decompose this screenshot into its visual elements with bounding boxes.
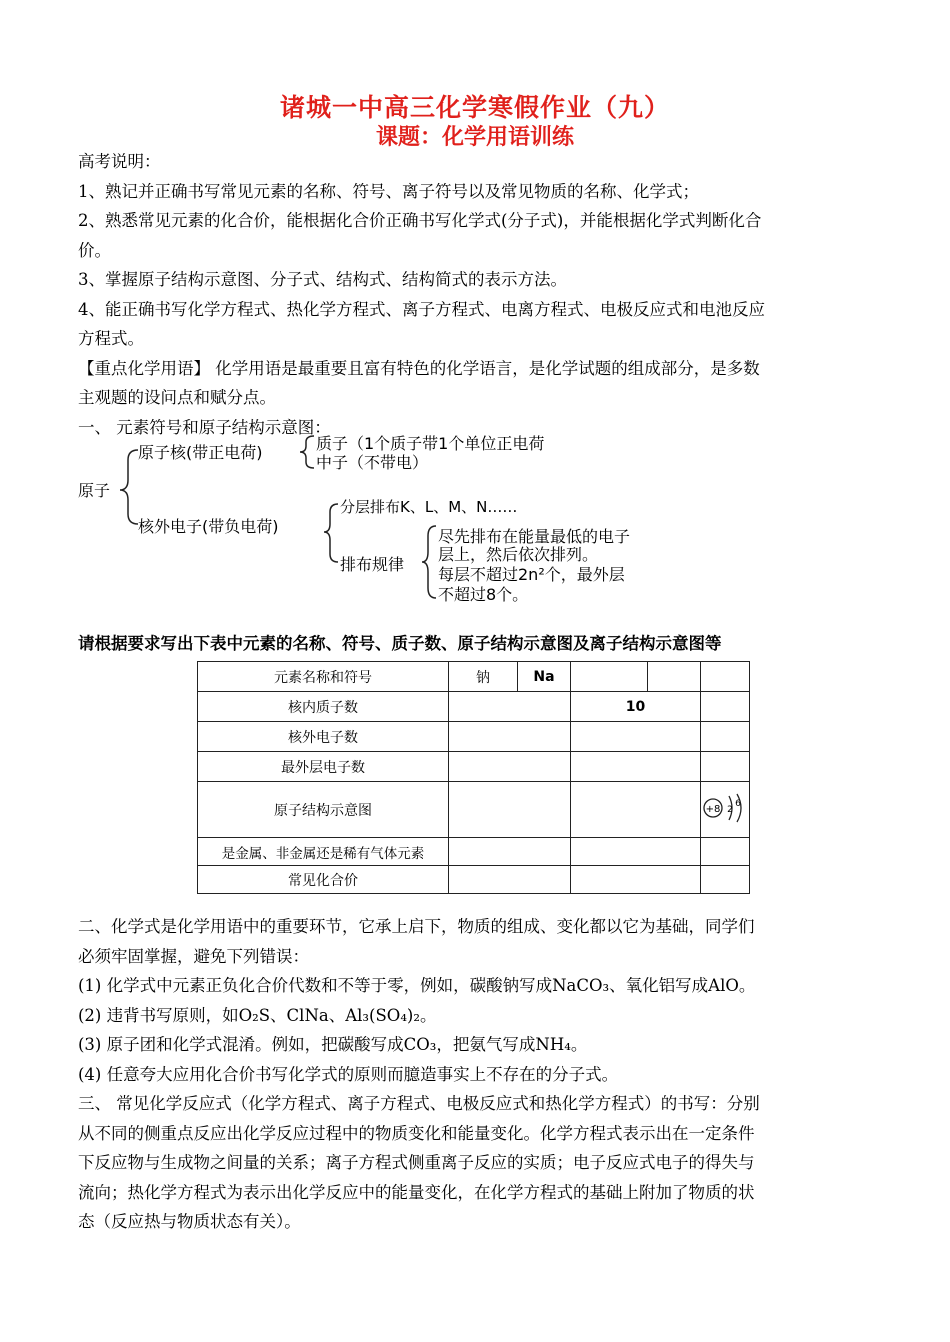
diagram-shells-label: 分层排布K、L、M、N…… [340,498,518,516]
section-three-line: 流向；热化学方程式为表示出化学反应中的能量变化，在化学方程式的基础上附加了物质的状 [78,1182,755,1202]
exam-notes-heading: 高考说明： [78,152,161,171]
table-caption: 请根据要求写出下表中元素的名称、符号、质子数、原子结构示意图及离子结构示意图等 [78,634,722,653]
table-cell [701,752,750,782]
section-three-line: 三、 常见化学反应式（化学方程式、离子方程式、电极反应式和热化学方程式）的书写：分别 [78,1094,760,1113]
table-cell [449,752,571,782]
oxygen-diagram-cell [701,782,750,838]
section-three-line: 态（反应热与物质状态有关）。 [78,1212,301,1231]
table-row [198,722,750,752]
diagram-proton-label: 质子（1个质子带1个单位正电荷 [316,434,545,453]
exam-note-line: 价。 [78,240,111,260]
table-row [198,782,750,838]
section-three-line: 下反应物与生成物之间量的关系；离子方程式侧重离子反应的实质；电子反应式电子的得失与 [78,1153,755,1172]
row-header: 常见化合价 [198,866,449,894]
table-row [198,692,750,722]
document-subtitle: 课题：化学用语训练 [375,124,574,150]
error-item: (3) 原子团和化学式混淆。例如，把碳酸写成CO₃，把氨气写成NH₄。 [78,1035,588,1054]
atom-structure-sketch [701,786,749,830]
table-cell [571,866,701,894]
section-two [78,912,878,1237]
table-cell [701,722,750,752]
diagram-neutron-label: 中子（不带电） [316,453,429,472]
key-terms-line: 主观题的设问点和赋分点。 [78,388,276,407]
diagram-rule-line: 尽先排布在能量最低的电子 [438,527,631,546]
table-cell [571,722,701,752]
exam-note-line: 4、能正确书写化学方程式、热化学方程式、离子方程式、电离方程式、电极反应式和电池反应 [78,299,765,319]
diagram-electrons-label: 核外电子(带负电荷) [138,517,279,536]
table-row [198,662,750,692]
row-header: 元素名称和符号 [198,662,449,692]
table-cell [648,662,701,692]
table-cell [449,722,571,752]
key-terms-line: 【重点化学用语】 化学用语是最重要且富有特色的化学语言，是化学试题的组成部分，是多数 [78,358,760,378]
section-two-line: 二、化学式是化学用语中的重要环节，它承上启下，物质的组成、变化都以它为基础，同学们 [78,917,755,936]
row-header: 核外电子数 [198,722,449,752]
section-one-heading: 一、 元素符号和原子结构示意图： [78,417,331,437]
table-cell [571,782,701,838]
row-header: 最外层电子数 [198,752,449,782]
table-cell [701,838,750,866]
table-row [198,838,750,866]
cell-sodium-symbol: Na [518,662,571,692]
shell-count-text: 2 [727,804,733,815]
diagram-atom-label: 原子 [78,481,111,500]
table-cell [701,692,750,722]
table-cell [449,838,571,866]
atom-structure-diagram [76,428,716,608]
error-item: (2) 违背书写原则，如O₂S、ClNa、Al₃(SO₄)₂。 [78,1005,437,1025]
table-row [198,866,750,894]
table-cell [701,866,750,894]
shell-count-text: 6 [735,798,741,809]
error-item: (1) 化学式中元素正负化合价代数和不等于零，例如，碳酸钠写成NaCO₃、氧化铝写成AlO。 [78,976,756,995]
table-row [198,752,750,782]
document-title: 诸城一中高三化学寒假作业（九） [279,93,670,122]
row-header: 原子结构示意图 [198,782,449,838]
exam-note-line: 3、掌握原子结构示意图、分子式、结构式、结构简式的表示方法。 [78,270,567,289]
row-header: 核内质子数 [198,692,449,722]
exam-notes [78,147,878,442]
cell-sodium-name: 钠 [449,662,518,692]
exam-note-line: 1、熟记并正确书写常见元素的名称、符号、离子符号以及常见物质的名称、化学式； [78,181,699,201]
diagram-nucleus-label: 原子核(带正电荷) [138,443,263,462]
row-header: 是金属、非金属还是稀有气体元素 [198,838,449,866]
table-cell [571,838,701,866]
table-cell [571,752,701,782]
table-cell [449,782,571,838]
table-cell [571,662,648,692]
exam-note-line: 2、熟悉常见元素的化合价，能根据化合价正确书写化学式(分子式)，并能根据化学式判断化合 [78,211,762,230]
table-cell [449,692,571,722]
cell-proton-number: 10 [571,692,701,722]
table-cell [449,866,571,894]
error-item: (4) 任意夸大应用化合价书写化学式的原则而臆造事实上不存在的分子式。 [78,1064,619,1084]
exam-note-line: 方程式。 [78,329,144,348]
table-cell [701,662,750,692]
section-three-line: 从不同的侧重点反应出化学反应过程中的物质变化和能量变化。化学方程式表示出在一定条件 [78,1123,755,1143]
diagram-rule-line: 每层不超过2n²个，最外层 [438,565,625,584]
diagram-rule-label: 排布规律 [340,555,405,574]
section-two-line: 必须牢固掌握，避免下列错误： [78,946,309,966]
element-table [197,661,750,894]
diagram-rule-line: 层上，然后依次排列。 [438,545,599,564]
diagram-rule-line: 不超过8个。 [438,585,529,604]
nucleus-charge-text: +8 [705,803,721,815]
